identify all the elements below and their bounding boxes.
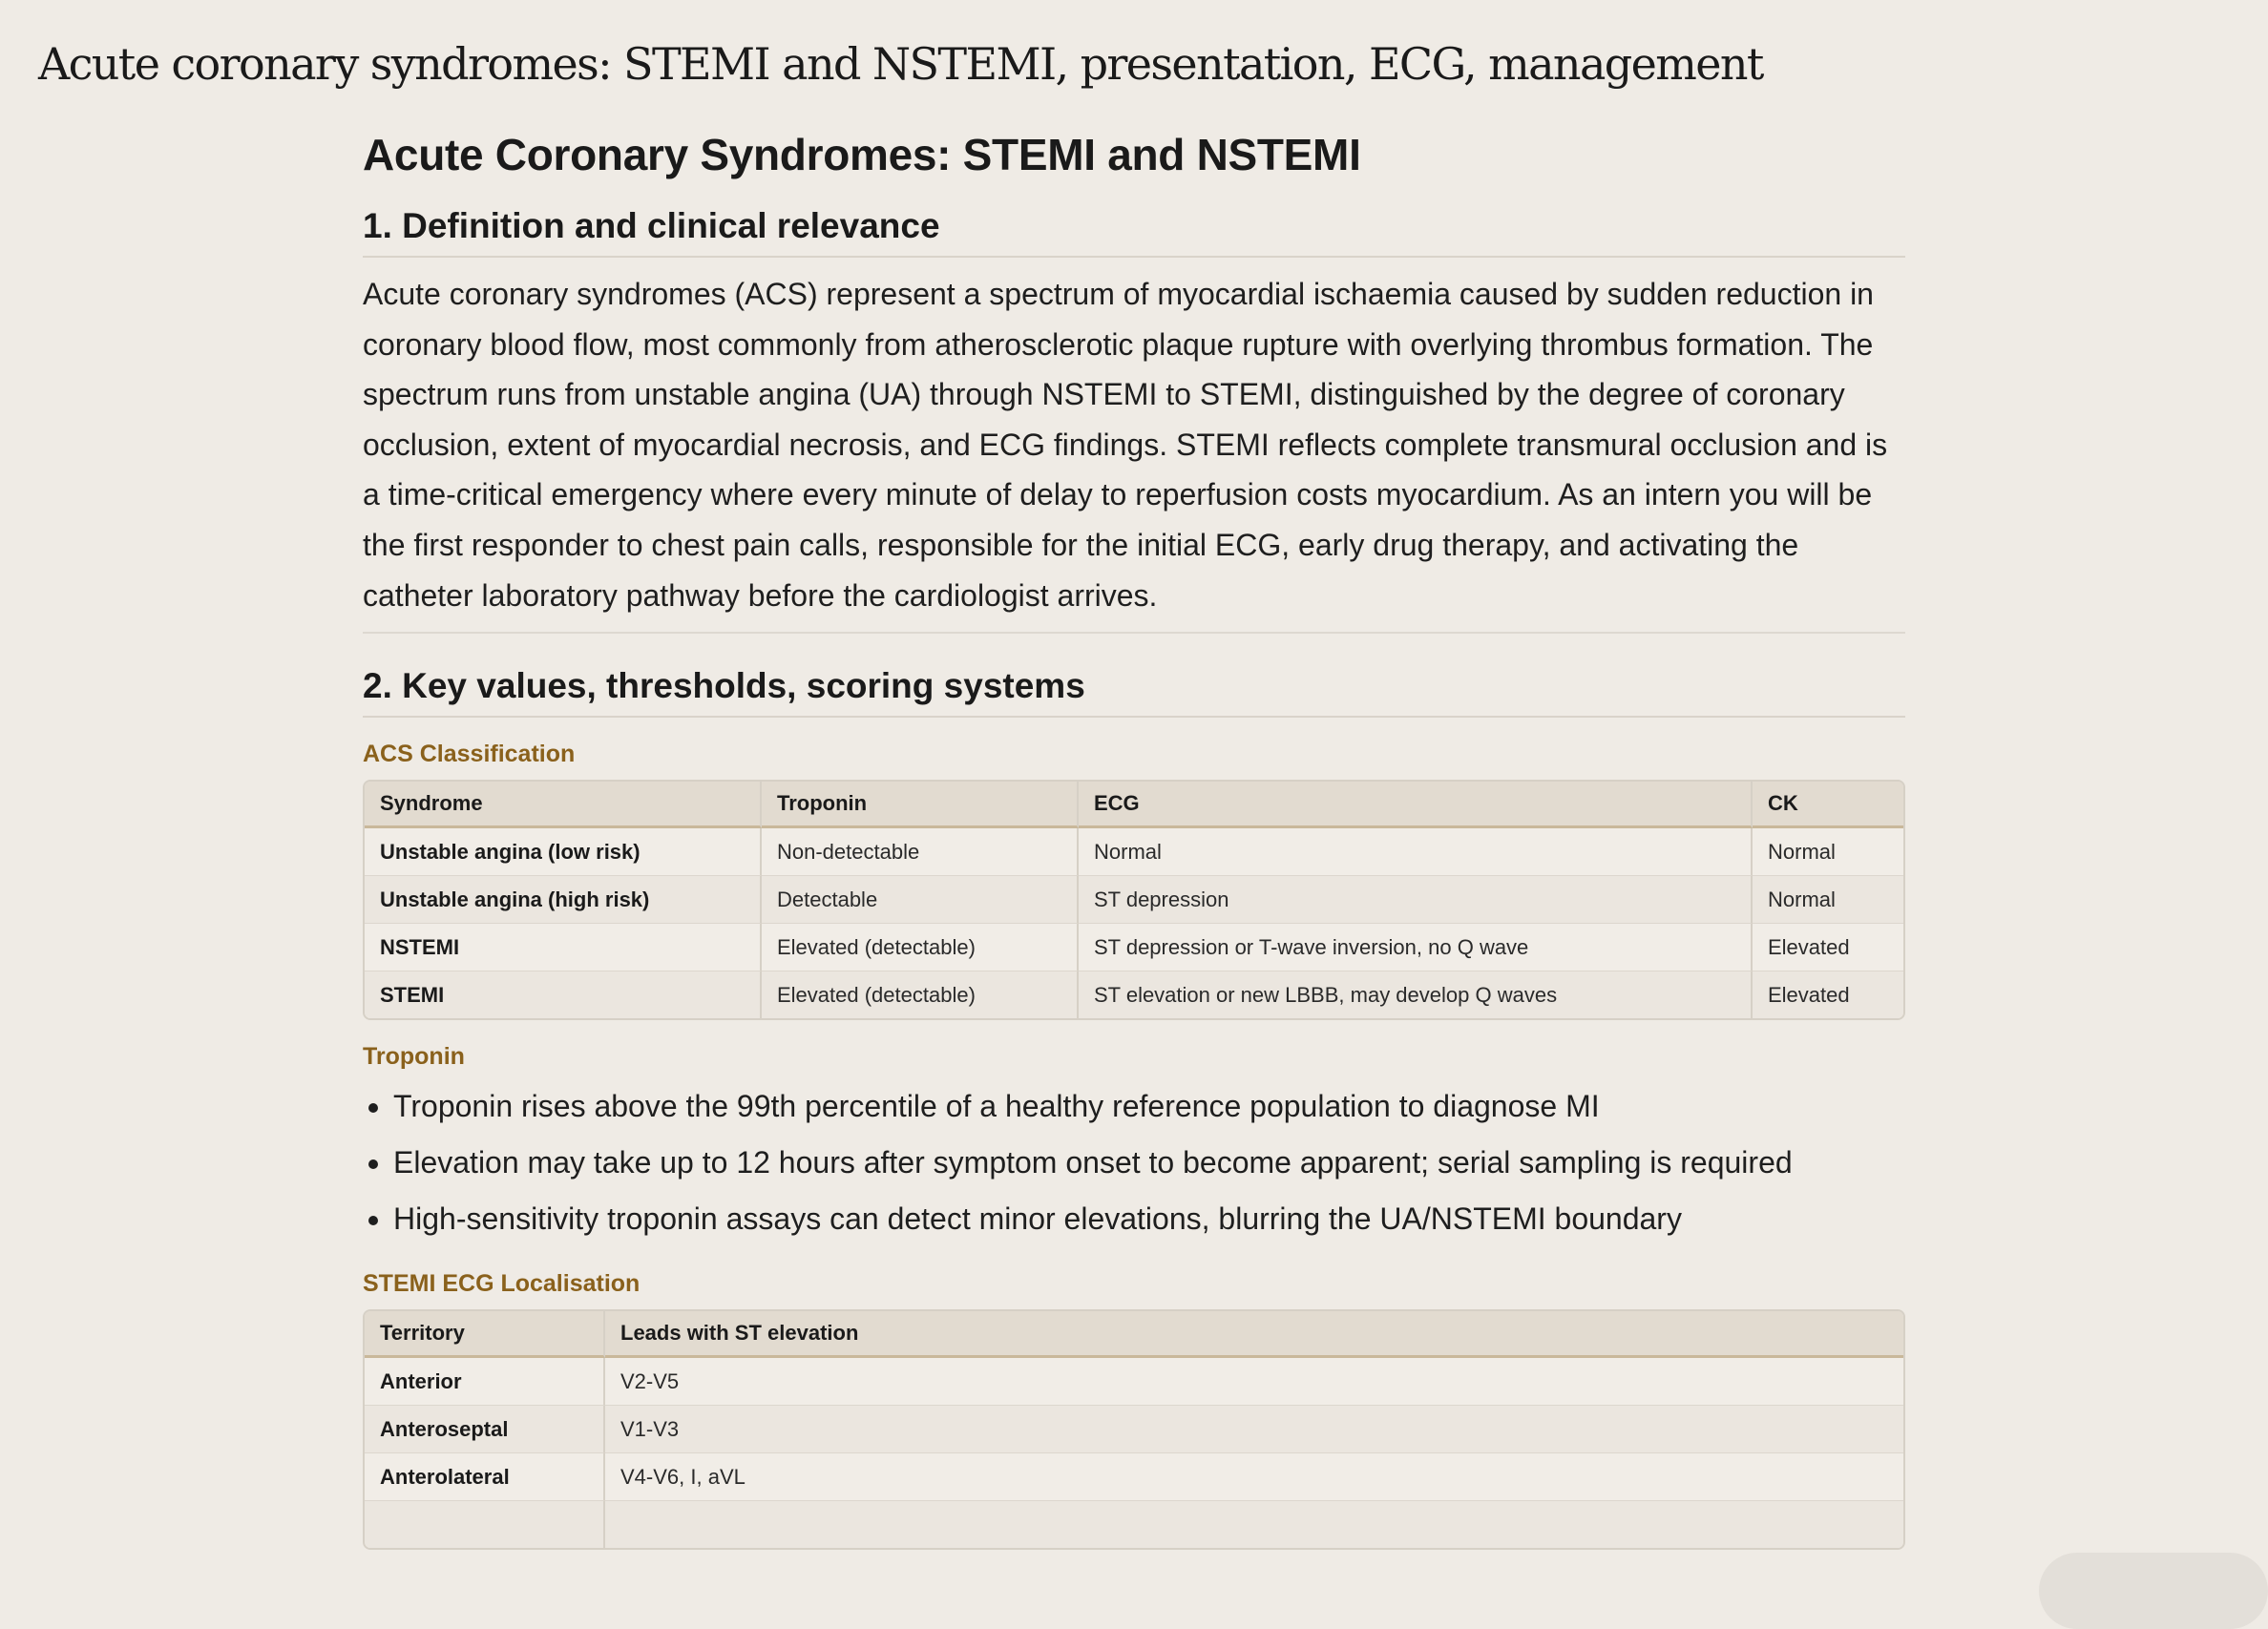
definition-paragraph: Acute coronary syndromes (ACS) represent a spectrum of myocardial ischaemia caused by sudden reduction in coronary blood flow, most commonly from atherosclerotic plaque rupture with overlying thrombus formation. The spectrum runs from unstable angina (UA) through NSTEMI to STEMI, distinguished by the degree of coronary occlusion, extent of myocardial necrosis, and ECG findings. STEMI reflects complete transmural occlusion and is a time-critical emergency where every minute of delay to reperfusion costs myocardium. As an intern you will be the first responder to chest pain calls, responsible for the initial ECG, early drug therapy, and activating the catheter laboratory pathway before the cardiologist arrives. (363, 269, 1905, 634)
table-cell: Anteroseptal (365, 1405, 605, 1452)
column-header: CK (1753, 782, 1903, 828)
table-cell: Detectable (762, 875, 1079, 923)
table-cell: V2-V5 (605, 1358, 1903, 1405)
list-item: • Troponin rises above the 99th percentile of a healthy reference population to diagnose MI (393, 1078, 1905, 1135)
document-content (363, 124, 1905, 1550)
table-cell: ST elevation or new LBBB, may develop Q waves (1079, 971, 1753, 1018)
table-cell: Elevated (detectable) (762, 923, 1079, 971)
table-row (365, 1452, 1903, 1500)
table-cell (365, 1500, 605, 1548)
table-row (365, 828, 1903, 875)
list-item: • High-sensitivity troponin assays can detect minor elevations, blurring the UA/NSTEMI boundary (393, 1191, 1905, 1247)
column-header: Syndrome (365, 782, 762, 828)
table-cell: V4-V6, I, aVL (605, 1452, 1903, 1500)
table-row (365, 1358, 1903, 1405)
table-cell: Normal (1079, 828, 1753, 875)
table-row (365, 923, 1903, 971)
section-heading-key-values: 2. Key values, thresholds, scoring systems (363, 666, 1905, 718)
table-cell: Elevated (1753, 971, 1903, 1018)
table-cell: NSTEMI (365, 923, 762, 971)
table-cell: Normal (1753, 828, 1903, 875)
floating-action-pill[interactable] (2039, 1553, 2268, 1629)
table-cell: Elevated (detectable) (762, 971, 1079, 1018)
table-cell: Anterior (365, 1358, 605, 1405)
table-cell: V1-V3 (605, 1405, 1903, 1452)
table-cell: ST depression (1079, 875, 1753, 923)
table-cell: Unstable angina (low risk) (365, 828, 762, 875)
table-cell: Non-detectable (762, 828, 1079, 875)
table-cell: STEMI (365, 971, 762, 1018)
table-row (365, 1405, 1903, 1452)
troponin-heading: Troponin (363, 1043, 465, 1071)
table-row (365, 971, 1903, 1018)
acs-classification-table (363, 780, 1905, 1020)
table-row (365, 1500, 1903, 1548)
troponin-list (363, 1078, 1905, 1247)
column-header: ECG (1079, 782, 1753, 828)
table-cell (605, 1500, 1903, 1548)
acs-classification-heading: ACS Classification (363, 741, 576, 768)
table-cell: Anterolateral (365, 1452, 605, 1500)
section-heading-definition: 1. Definition and clinical relevance (363, 206, 1905, 258)
table-header-row (365, 782, 1903, 828)
stemi-localisation-table (363, 1309, 1905, 1550)
page-header-title: Acute coronary syndromes: STEMI and NSTEMI, presentation, ECG, management (38, 38, 1763, 90)
document-title: Acute Coronary Syndromes: STEMI and NSTEMI (363, 130, 1361, 179)
table-cell: Unstable angina (high risk) (365, 875, 762, 923)
column-header: Leads with ST elevation (605, 1311, 1903, 1358)
table-cell: Elevated (1753, 923, 1903, 971)
list-item: • Elevation may take up to 12 hours after symptom onset to become apparent; serial sampling is required (393, 1135, 1905, 1191)
table-cell: ST depression or T-wave inversion, no Q wave (1079, 923, 1753, 971)
stemi-localisation-heading: STEMI ECG Localisation (363, 1270, 640, 1298)
column-header: Troponin (762, 782, 1079, 828)
table-header-row (365, 1311, 1903, 1358)
table-cell: Normal (1753, 875, 1903, 923)
column-header: Territory (365, 1311, 605, 1358)
table-row (365, 875, 1903, 923)
